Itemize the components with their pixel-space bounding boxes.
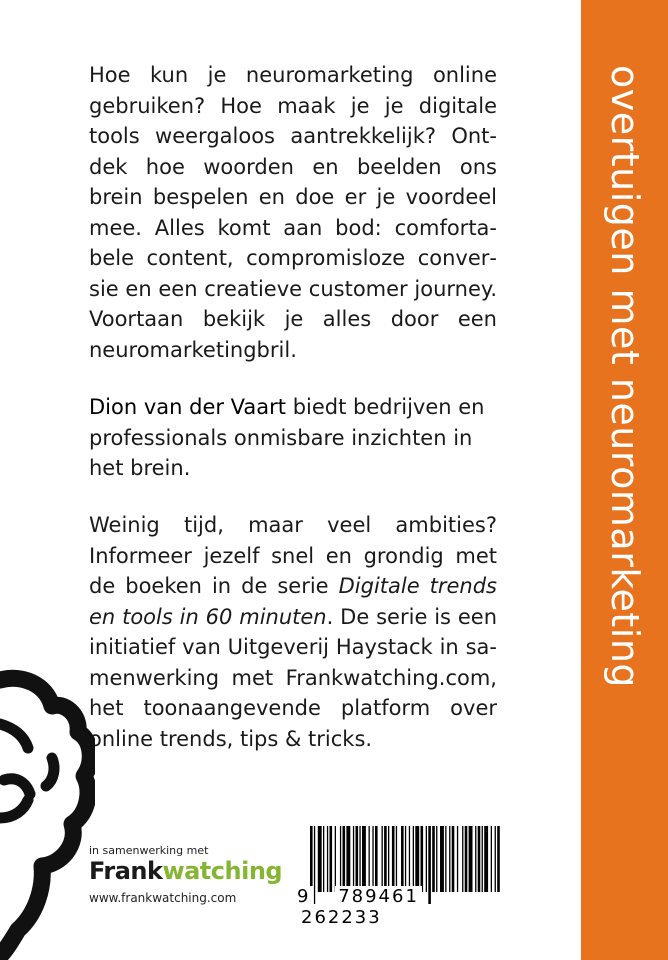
- barcode-bar: [327, 826, 328, 892]
- brain-outline-icon: [0, 668, 95, 960]
- barcode-bar: [497, 826, 500, 892]
- barcode-bar: [409, 826, 410, 892]
- isbn-group2: 262233: [298, 907, 385, 928]
- partner-url: www.frankwatching.com: [89, 891, 237, 905]
- author-name: Dion van der Vaart: [89, 395, 287, 419]
- barcode-bar: [356, 826, 359, 892]
- series-outro: . De serie is een initiatief van Uitgeverij Haystack in samenwerking met Frankwatching.com, het toonaangevende platform over online trends, tips & tricks.: [89, 604, 497, 751]
- series-paragraph: [89, 510, 497, 754]
- barcode-bar: [495, 826, 496, 892]
- series-name: Digitale trends en tools in 60 minuten: [89, 574, 497, 629]
- barcode-bar: [330, 826, 333, 892]
- barcode-bar: [346, 826, 350, 892]
- barcode-bar: [323, 826, 324, 892]
- barcode-bar: [318, 826, 322, 892]
- barcode-bar: [436, 826, 437, 892]
- author-description: biedt bedrijven en professionals onmisbare inzichten in het brein.: [89, 395, 485, 480]
- barcode-bar: [396, 826, 397, 892]
- partner-caption: in samenwerking met: [89, 844, 209, 857]
- barcode-bar: [369, 826, 370, 892]
- barcode-bar: [452, 826, 455, 892]
- barcode-bar: [475, 826, 476, 892]
- barcode-bar: [372, 826, 373, 892]
- barcode-bar: [392, 826, 395, 892]
- barcode-bar: [484, 826, 488, 892]
- barcode-bar: [384, 826, 387, 892]
- description-text: Hoe kun je neuromarketing online gebruiken? Hoe maak je je digitale tools weergaloos aantrekkelijk? Ontdek hoe woorden en beelden ons brein bespelen en doe er je voordeel mee. Alles komt aan bod: comfortabele content, compromisloze conversie en een creatieve customer journey. Voortaan bekijk je alles door een neuromarketingbril.: [89, 63, 497, 362]
- isbn-group1: 789461: [335, 886, 422, 907]
- spine-title: overtuigen met neuromarketing: [603, 65, 647, 689]
- series-intro: Weinig tijd, maar veel ambities? Informeer jezelf snel en grondig met de boeken in de serie: [89, 513, 497, 598]
- barcode-bar: [445, 826, 446, 892]
- barcode-bar: [482, 826, 483, 892]
- isbn-number: [294, 886, 504, 928]
- barcode-bar: [469, 826, 473, 892]
- barcode-bar: [353, 826, 354, 892]
- logo-frank: Frank: [89, 857, 163, 885]
- barcode-bar: [340, 826, 341, 892]
- barcode-bar: [375, 826, 378, 892]
- author-paragraph: [89, 392, 497, 484]
- description-paragraph: [89, 60, 497, 365]
- barcode-bar: [491, 826, 492, 892]
- isbn-prefix: 9: [294, 886, 313, 907]
- barcode-bar: [449, 826, 450, 892]
- barcode-bar: [382, 826, 383, 892]
- barcode-bar: [478, 826, 481, 892]
- barcode-bar: [421, 826, 424, 892]
- barcode-bar: [401, 826, 404, 892]
- barcode-bar: [343, 826, 346, 892]
- barcode-bar: [335, 826, 336, 892]
- barcode-bar: [432, 826, 435, 892]
- barcode-bar: [388, 826, 389, 892]
- frankwatching-logo: [89, 857, 282, 885]
- barcode-bar: [462, 826, 463, 892]
- barcode-bar: [426, 826, 427, 892]
- barcode-bar: [415, 826, 419, 892]
- barcode-bar: [457, 826, 458, 892]
- logo-watching: watching: [162, 857, 283, 885]
- barcode-bar: [413, 826, 414, 892]
- barcode-bar: [440, 826, 444, 892]
- barcode-bar: [405, 826, 406, 892]
- barcode-bar: [465, 826, 468, 892]
- barcode-bar: [359, 826, 360, 892]
- barcode-bar: [362, 826, 366, 892]
